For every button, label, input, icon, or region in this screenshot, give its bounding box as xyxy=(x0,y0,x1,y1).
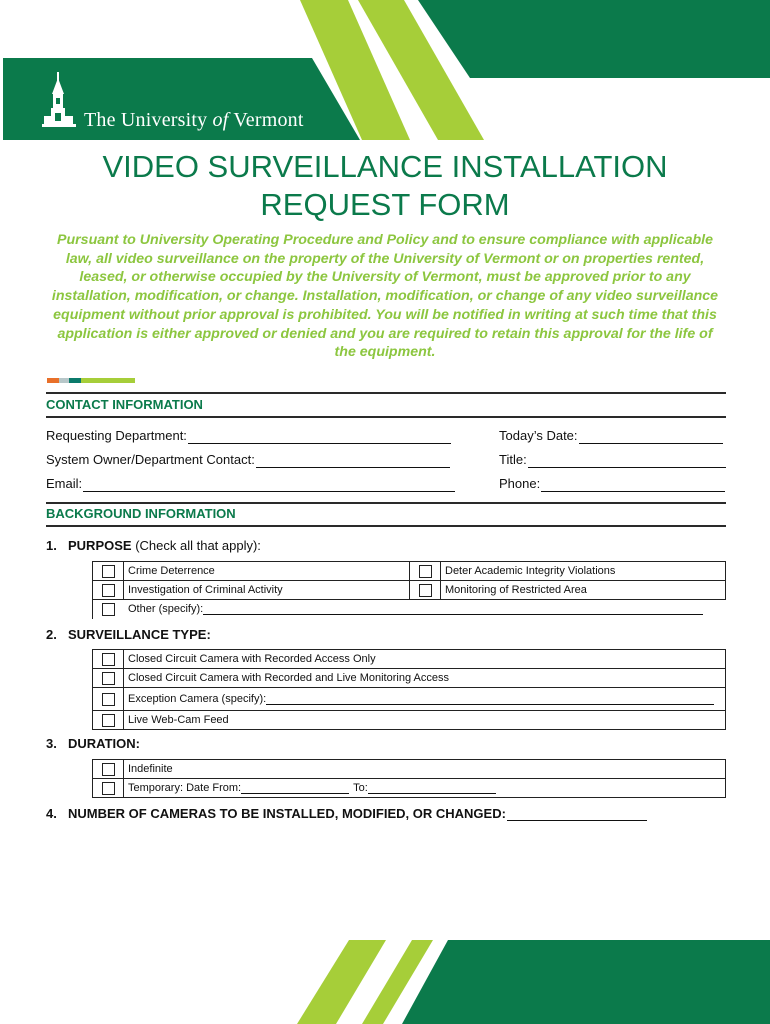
exception-camera-line[interactable] xyxy=(266,693,714,705)
checkbox-icon xyxy=(102,565,115,578)
checkbox-icon xyxy=(102,714,115,727)
form-title: VIDEO SURVEILLANCE INSTALLATION REQUEST FORM xyxy=(102,149,668,222)
todays-date-line[interactable] xyxy=(579,430,723,444)
section-rule xyxy=(46,416,726,418)
date-from-line[interactable] xyxy=(241,782,349,794)
duration-table xyxy=(92,759,726,798)
restricted-area-checkbox[interactable] xyxy=(410,581,441,600)
crime-deterrence-label: Crime Deterrence xyxy=(124,562,410,581)
date-to-line[interactable] xyxy=(368,782,496,794)
checkbox-icon xyxy=(102,763,115,776)
phone-field[interactable] xyxy=(499,476,725,492)
requesting-department-label: Requesting Department: xyxy=(46,428,187,443)
accent-bar-teal xyxy=(69,378,81,383)
requesting-department-field[interactable] xyxy=(46,428,451,444)
email-label: Email: xyxy=(46,476,83,491)
criminal-activity-checkbox[interactable] xyxy=(93,581,124,600)
purpose-question: 1. PURPOSE (Check all that apply): xyxy=(46,538,261,553)
exception-camera-checkbox[interactable] xyxy=(93,688,124,711)
system-owner-line[interactable] xyxy=(256,454,450,468)
indefinite-label: Indefinite xyxy=(124,760,726,779)
temporary-checkbox[interactable] xyxy=(93,779,124,798)
accent-bar-lime xyxy=(81,378,135,383)
checkbox-icon xyxy=(102,782,115,795)
title-line[interactable] xyxy=(528,454,726,468)
date-to-label: To: xyxy=(353,782,368,794)
temporary-from-label: Temporary: Date From: xyxy=(128,782,242,794)
academic-integrity-label: Deter Academic Integrity Violations xyxy=(441,562,726,581)
purpose-options-table xyxy=(92,561,726,619)
other-purpose-field[interactable] xyxy=(124,600,726,619)
checkbox-icon xyxy=(102,672,115,685)
surveillance-type-question: 2. SURVEILLANCE TYPE: xyxy=(46,627,211,642)
duration-question: 3. DURATION: xyxy=(46,736,140,751)
intro-paragraph: Pursuant to University Operating Procedure and Policy and to ensure compliance with applicable law, all video surveillance on the property of the University of Vermont or on properties rented, leased, or otherwise occupied by the University of Vermont, must be approved prior to any installation, modification, or change. Installation, modification, or change of any video surveillance equipment without prior approval is prohibited. You will be notified in writing at such time that this application is either approved or denied and you are required to retain this approval for the life of the equipment. xyxy=(51,232,719,361)
background-section-heading: BACKGROUND INFORMATION xyxy=(46,506,236,521)
email-line[interactable] xyxy=(83,478,455,492)
checkbox-icon xyxy=(419,565,432,578)
temporary-field[interactable] xyxy=(124,779,726,798)
phone-line[interactable] xyxy=(541,478,725,492)
title-label: Title: xyxy=(499,452,527,467)
checkbox-icon xyxy=(419,584,432,597)
accent-bar-grey xyxy=(59,378,69,383)
other-purpose-checkbox[interactable] xyxy=(93,600,124,619)
todays-date-field[interactable] xyxy=(499,428,723,444)
exception-camera-label: Exception Camera (specify): xyxy=(128,693,267,705)
crime-deterrence-checkbox[interactable] xyxy=(93,562,124,581)
university-logo-text: The University of Vermont xyxy=(84,109,304,131)
section-rule xyxy=(46,525,726,527)
phone-label: Phone: xyxy=(499,476,541,491)
system-owner-label: System Owner/Department Contact: xyxy=(46,452,255,467)
university-tower-icon xyxy=(42,72,76,130)
accent-bar-orange xyxy=(47,378,59,383)
system-owner-field[interactable] xyxy=(46,452,450,468)
cctv-live-label: Closed Circuit Camera with Recorded and Live Monitoring Access xyxy=(124,669,726,688)
other-purpose-line[interactable] xyxy=(203,603,703,615)
todays-date-label: Today’s Date: xyxy=(499,428,578,443)
criminal-activity-label: Investigation of Criminal Activity xyxy=(124,581,410,600)
email-field[interactable] xyxy=(46,476,455,492)
number-of-cameras-question[interactable]: 4. NUMBER OF CAMERAS TO BE INSTALLED, MODIFIED, OR CHANGED: xyxy=(46,806,647,821)
checkbox-icon xyxy=(102,693,115,706)
indefinite-checkbox[interactable] xyxy=(93,760,124,779)
restricted-area-label: Monitoring of Restricted Area xyxy=(441,581,726,600)
other-purpose-label: Other (specify): xyxy=(128,603,204,616)
title-field[interactable] xyxy=(499,452,726,468)
requesting-department-line[interactable] xyxy=(188,430,451,444)
footer-green-block xyxy=(402,940,770,1024)
surveillance-type-table xyxy=(92,649,726,730)
academic-integrity-checkbox[interactable] xyxy=(410,562,441,581)
web-cam-checkbox[interactable] xyxy=(93,711,124,730)
exception-camera-field[interactable] xyxy=(124,688,726,711)
number-of-cameras-line[interactable] xyxy=(507,807,647,821)
checkbox-icon xyxy=(102,603,115,616)
web-cam-label: Live Web-Cam Feed xyxy=(124,711,726,730)
cctv-recorded-checkbox[interactable] xyxy=(93,650,124,669)
checkbox-icon xyxy=(102,584,115,597)
checkbox-icon xyxy=(102,653,115,666)
cctv-recorded-label: Closed Circuit Camera with Recorded Access Only xyxy=(124,650,726,669)
header-green-block-right xyxy=(418,0,770,78)
contact-section-heading: CONTACT INFORMATION xyxy=(46,397,203,412)
cctv-live-checkbox[interactable] xyxy=(93,669,124,688)
